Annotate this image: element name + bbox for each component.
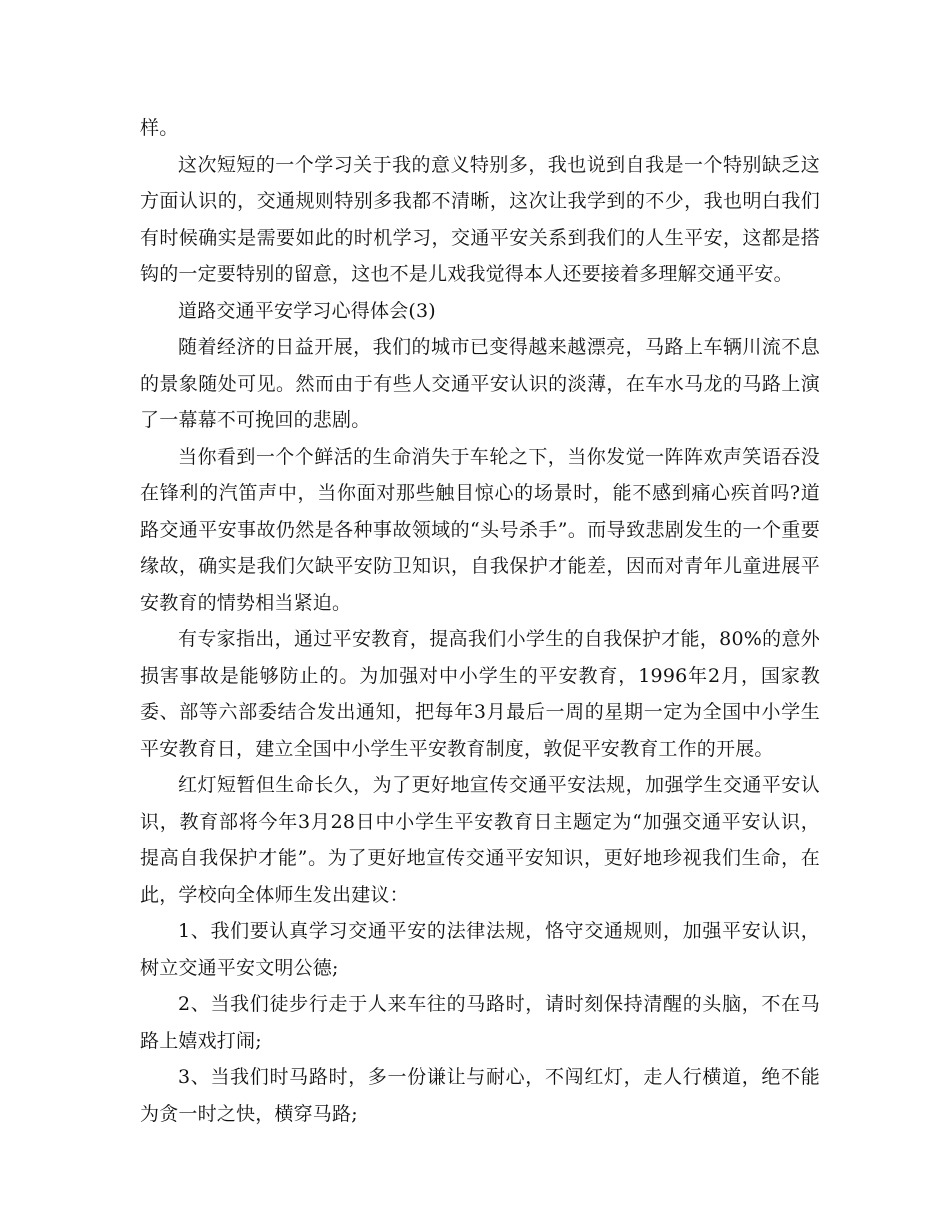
list-item-2: 2、当我们徒步行走于人来车往的马路时，请时刻保持清醒的头脑，不在马路上嬉戏打闹; (140, 993, 820, 1052)
list-item-1: 1、我们要认真学习交通平安的法律法规，恪守交通规则，加强平安认识，树立交通平安文明公德; (140, 920, 820, 979)
paragraph-accident-awareness: 当你看到一个个鲜活的生命消失于车轮之下，当你发觉一阵阵欢声笑语吞没在锋利的汽笛声中，当你面对那些触目惊心的场景时，能不感到痛心疾首吗?道路交通平安事故仍然是各种事故领域的“头号杀手”。而导致悲剧发生的一个重要缘故，确实是我们欠缺平安防卫知识，自我保护才能差，因而对青年儿童进展平安教育的情势相当紧迫。 (140, 445, 820, 614)
paragraph-city-development: 随着经济的日益开展，我们的城市已变得越来越漂亮，马路上车辆川流不息的景象随处可见。然而由于有些人交通平安认识的淡薄，在车水马龙的马路上演了一幕幕不可挽回的悲剧。 (140, 336, 820, 431)
section-heading: 道路交通平安学习心得体会(3) (178, 299, 436, 322)
paragraph-continuation: 样。 (140, 117, 179, 139)
paragraph-learning-reflection: 这次短短的一个学习关于我的意义特别多，我也说到自我是一个特别缺乏这方面认识的，交通规则特别多我都不清晰，这次让我学到的不少，我也明白我们有时候确实是需要如此的时机学习，交通平安关系到我们的人生平安，这都是搭钩的一定要特别的留意，这也不是儿戏我觉得本人还要接着多理解交通平安。 (140, 153, 820, 285)
document-body (140, 110, 820, 1132)
paragraph-safety-education-day: 有专家指出，通过平安教育，提高我们小学生的自我保护才能，80%的意外损害事故是能够防止的。为加强对中小学生的平安教育，1996年2月，国家教委、部等六部委结合发出通知，把每年3月最后一周的星期一定为全国中小学生平安教育日，建立全国中小学生平安教育制度，敦促平安教育工作的开展。 (140, 628, 820, 760)
paragraph-school-proposal: 红灯短暂但生命长久，为了更好地宣传交通平安法规，加强学生交通平安认识，教育部将今年3月28日中小学生平安教育日主题定为“加强交通平安认识，提高自我保护才能”。为了更好地宣传交通平安知识，更好地珍视我们生命，在此，学校向全体师生发出建议： (140, 774, 820, 906)
list-item-3: 3、当我们时马路时，多一份谦让与耐心，不闯红灯，走人行横道，绝不能为贪一时之快，横穿马路; (140, 1066, 820, 1125)
